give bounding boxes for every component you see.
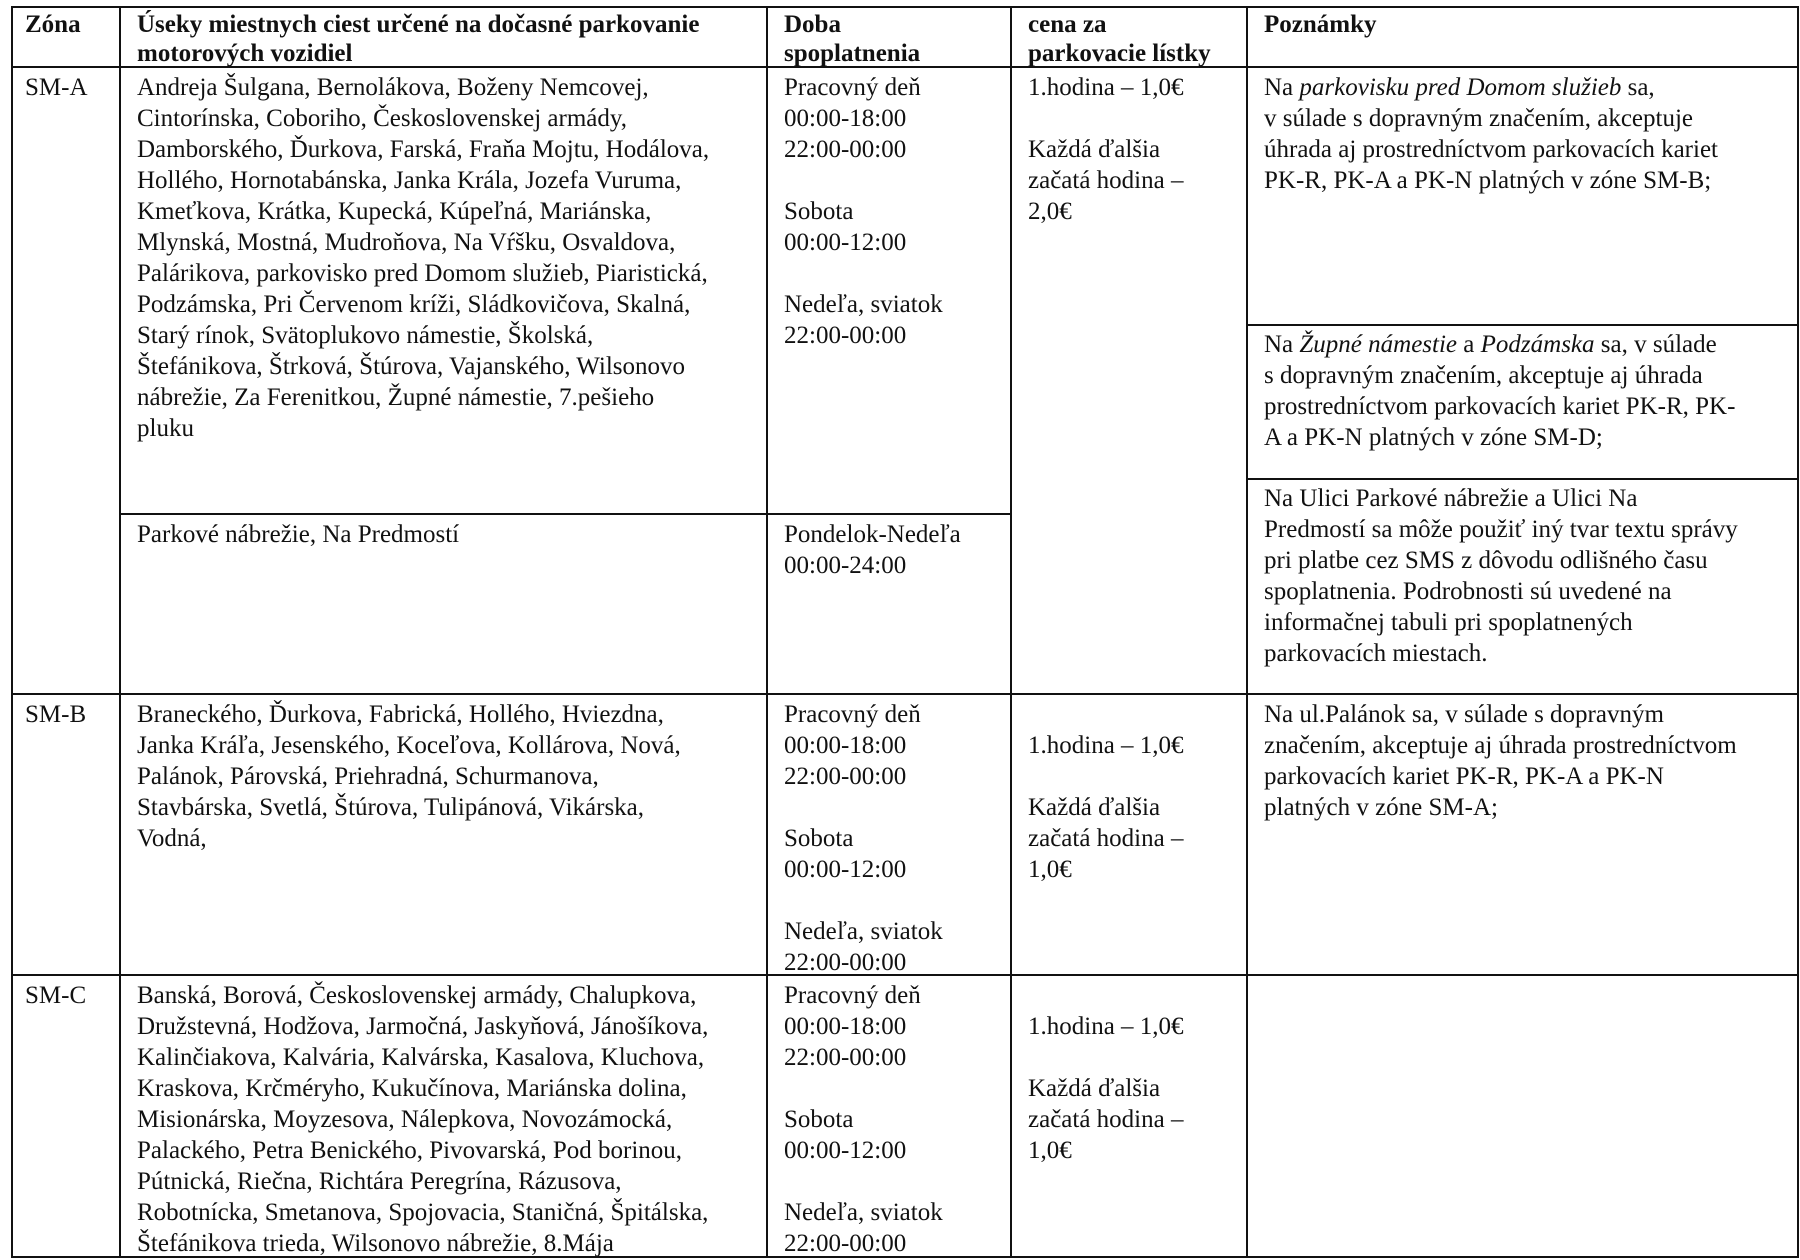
sunday-time: 22:00-00:00	[784, 322, 907, 349]
price-next-3: 2,0€	[1028, 198, 1072, 225]
note-line: pri platbe cez SMS z dôvodu odlišného času	[1264, 547, 1708, 574]
street-line: Kalinčiakova, Kalvária, Kalvárska, Kasalova, Kluchova,	[137, 1044, 705, 1071]
street-line: Mlynská, Mostná, Mudroňova, Na Vŕšku, Osvaldova,	[137, 229, 676, 256]
street-line: Hollého, Hornotabánska, Janka Krála, Jozefa Vuruma,	[137, 167, 682, 194]
note-line: Predmostí sa môže použiť iný tvar textu správy	[1264, 516, 1738, 543]
street-line: Banská, Borová, Československej armády, Chalupkova,	[137, 982, 697, 1009]
note1-bottom-border	[1246, 324, 1799, 326]
sub-hours-time: 00:00-24:00	[784, 552, 907, 579]
note-italic: Podzámska	[1480, 331, 1595, 358]
street-line: Cintorínska, Coboriho, Československej armády,	[137, 105, 627, 132]
saturday-label: Sobota	[784, 1106, 854, 1133]
price-next-1: Každá ďalšia	[1028, 794, 1161, 821]
price-next-1: Každá ďalšia	[1028, 1075, 1161, 1102]
weekday-label: Pracovný deň	[784, 982, 921, 1009]
note-text: sa, v súlade	[1594, 331, 1717, 358]
weekday-label: Pracovný deň	[784, 74, 921, 101]
note-line: Na Ulici Parkové nábrežie a Ulici Na	[1264, 485, 1638, 512]
note-line: A a PK-N platných v zóne SM-D;	[1264, 424, 1603, 451]
saturday-time: 00:00-12:00	[784, 1137, 907, 1164]
street-line: Braneckého, Ďurkova, Fabrická, Hollého, Hviezdna,	[137, 701, 664, 728]
note-line: spoplatnenia. Podrobnosti sú uvedené na	[1264, 578, 1672, 605]
zone-code-sma: SM-A	[25, 74, 88, 101]
weekday-time-1: 00:00-18:00	[784, 1013, 907, 1040]
saturday-time: 00:00-12:00	[784, 856, 907, 883]
note-line: v súlade s dopravným značením, akceptuje	[1264, 105, 1694, 132]
price-next-3: 1,0€	[1028, 1137, 1072, 1164]
hours-sma	[766, 72, 943, 351]
note-sma-2	[1246, 329, 1735, 453]
streets-smc	[119, 980, 708, 1259]
header-notes: Poznámky	[1264, 11, 1377, 38]
note-text: Na	[1264, 331, 1300, 358]
streets-sma	[119, 72, 709, 444]
note-text: a	[1457, 331, 1481, 358]
note-sma-3	[1246, 483, 1738, 669]
note-italic: parkovisku pred Domom služieb	[1299, 74, 1622, 101]
street-line: Starý rínok, Svätoplukovo námestie, Školská,	[137, 322, 594, 349]
sunday-time: 22:00-00:00	[784, 949, 907, 976]
header-streets: Úseky miestnych ciest určené na dočasné parkovanie motorových vozidiel	[137, 11, 700, 67]
sunday-label: Nedeľa, sviatok	[784, 291, 943, 318]
note-line: prostredníctvom parkovacích kariet PK-R, PK-	[1264, 393, 1736, 420]
street-line: Vodná,	[137, 825, 207, 852]
saturday-time: 00:00-12:00	[784, 229, 907, 256]
header-zone: Zóna	[25, 11, 81, 38]
street-line: Stavbárska, Svetlá, Štúrova, Tulipánová, Vikárska,	[137, 794, 645, 821]
note-line: úhrada aj prostredníctvom parkovacích kariet	[1264, 136, 1718, 163]
price-first-hour: 1.hodina – 1,0€	[1028, 74, 1184, 101]
note-line: platných v zóne SM-A;	[1264, 794, 1498, 821]
note-italic: Župné námestie	[1299, 331, 1458, 358]
saturday-label: Sobota	[784, 825, 854, 852]
street-line: Damborského, Ďurkova, Farská, Fraňa Mojtu, Hodálova,	[137, 136, 710, 163]
note-line: parkovacích kariet PK-R, PK-A a PK-N	[1264, 763, 1664, 790]
sub-hours-days: Pondelok-Nedeľa	[784, 521, 961, 548]
street-line: Robotnícka, Smetanova, Spojovacia, Staničná, Špitálska,	[137, 1199, 709, 1226]
weekday-time-1: 00:00-18:00	[784, 732, 907, 759]
note-text: sa,	[1621, 74, 1655, 101]
price-next-3: 1,0€	[1028, 856, 1072, 883]
price-sma	[1010, 72, 1184, 227]
price-first-hour: 1.hodina – 1,0€	[1028, 732, 1184, 759]
sma-bottom-border	[11, 693, 1799, 695]
street-line: Janka Kráľa, Jesenského, Koceľova, Kollárova, Nová,	[137, 732, 681, 759]
street-line: Kraskova, Krčméryho, Kukučínova, Mariánska dolina,	[137, 1075, 687, 1102]
weekday-time-2: 22:00-00:00	[784, 1044, 907, 1071]
parking-zones-table	[11, 6, 1799, 1260]
saturday-label: Sobota	[784, 198, 854, 225]
hours-smc	[766, 980, 943, 1259]
col-border-left	[11, 6, 13, 1258]
street-line: Družstevná, Hodžova, Jarmočná, Jaskyňová, Jánošíkova,	[137, 1013, 709, 1040]
hours-smb	[766, 699, 943, 978]
note-smb	[1246, 699, 1737, 823]
note2-bottom-border	[1246, 478, 1799, 480]
header-hours: Doba spoplatnenia	[784, 11, 921, 67]
price-smb	[1010, 730, 1184, 885]
street-line: Pútnická, Riečna, Richtára Peregrína, Rázusova,	[137, 1168, 622, 1195]
table-top-border	[11, 6, 1799, 8]
header-price: cena za parkovacie lístky	[1028, 11, 1211, 67]
price-next-1: Každá ďalšia	[1028, 136, 1161, 163]
street-line: Palánok, Párovská, Priehradná, Schurmanova,	[137, 763, 599, 790]
street-line: Misionárska, Moyzesova, Nálepkova, Novozámocká,	[137, 1106, 673, 1133]
price-next-2: začatá hodina –	[1028, 825, 1184, 852]
weekday-time-2: 22:00-00:00	[784, 136, 907, 163]
sunday-time: 22:00-00:00	[784, 1230, 907, 1257]
zone-code-smb: SM-B	[25, 701, 87, 728]
sma-subrow-border	[119, 513, 1012, 515]
col-border-right	[1797, 6, 1799, 1258]
street-line: Podzámska, Pri Červenom kríži, Sládkovičova, Skalná,	[137, 291, 691, 318]
note-line: Na ul.Palánok sa, v súlade s dopravným	[1264, 701, 1664, 728]
sunday-label: Nedeľa, sviatok	[784, 1199, 943, 1226]
street-line: Andreja Šulgana, Bernolákova, Boženy Nemcovej,	[137, 74, 649, 101]
zone-code-smc: SM-C	[25, 982, 87, 1009]
street-line: pluku	[137, 415, 194, 442]
price-first-hour: 1.hodina – 1,0€	[1028, 1013, 1184, 1040]
weekday-time-2: 22:00-00:00	[784, 763, 907, 790]
weekday-label: Pracovný deň	[784, 701, 921, 728]
street-line: Kmeťkova, Krátka, Kupecká, Kúpeľná, Mariánska,	[137, 198, 652, 225]
street-line: Palackého, Petra Benického, Pivovarská, Pod borinou,	[137, 1137, 683, 1164]
hours-sma-sub	[766, 519, 961, 581]
street-line: Palárikova, parkovisko pred Domom služieb, Piaristická,	[137, 260, 708, 287]
sunday-label: Nedeľa, sviatok	[784, 918, 943, 945]
streets-smb	[119, 699, 681, 854]
price-next-2: začatá hodina –	[1028, 1106, 1184, 1133]
weekday-time-1: 00:00-18:00	[784, 105, 907, 132]
price-smc	[1010, 1011, 1184, 1166]
note-sma-1	[1246, 72, 1718, 196]
note-line: s dopravným značením, akceptuje aj úhrada	[1264, 362, 1703, 389]
note-line: parkovacích miestach.	[1264, 640, 1488, 667]
note-line: informačnej tabuli pri spoplatnených	[1264, 609, 1633, 636]
streets-sma-sub: Parkové nábrežie, Na Predmostí	[137, 521, 460, 548]
note-line: značením, akceptuje aj úhrada prostredníctvom	[1264, 732, 1737, 759]
note-line: PK-R, PK-A a PK-N platných v zóne SM-B;	[1264, 167, 1712, 194]
street-line: Štefánikova, Štrková, Štúrova, Vajanského, Wilsonovo	[137, 353, 686, 380]
note-text: Na	[1264, 74, 1300, 101]
street-line: nábrežie, Za Ferenitkou, Župné námestie, 7.pešieho	[137, 384, 655, 411]
street-line: Štefánikova trieda, Wilsonovo nábrežie, 8.Mája	[137, 1230, 614, 1257]
price-next-2: začatá hodina –	[1028, 167, 1184, 194]
